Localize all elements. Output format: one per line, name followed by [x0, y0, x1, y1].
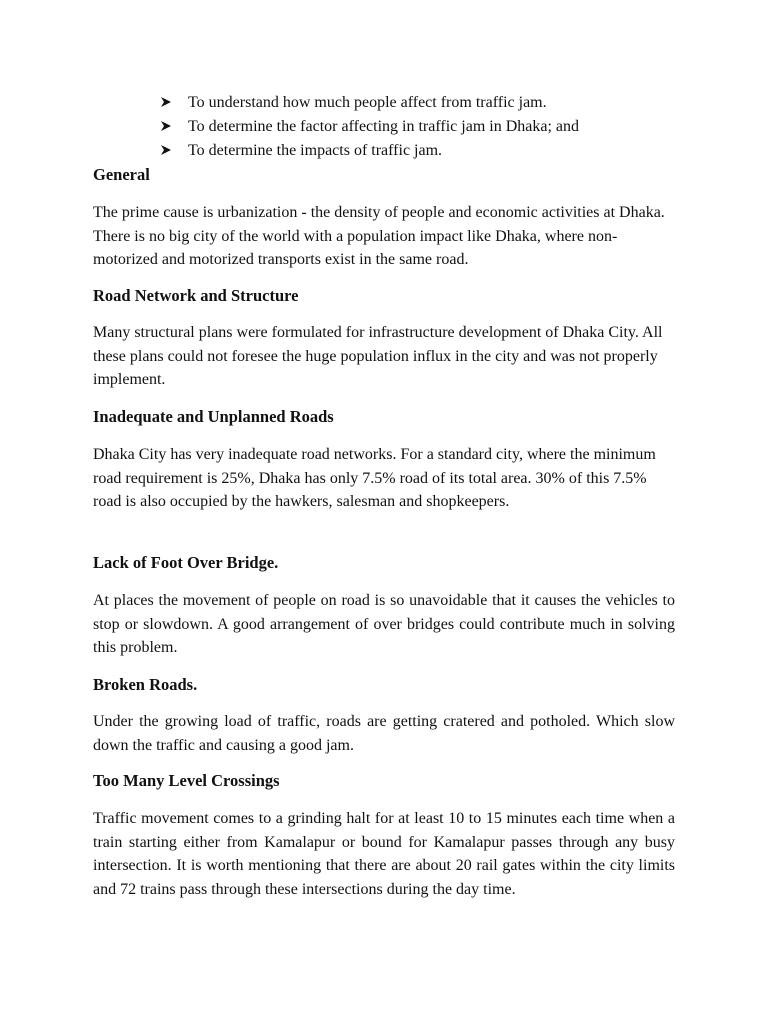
- list-item-text: To understand how much people affect from traffic jam.: [188, 94, 547, 111]
- section-body-inadequate-roads: Dhaka City has very inadequate road networks. For a standard city, where the minimum road requirement is 25%, Dhaka has only 7.5% road of its total area. 30% of this 7.5% road is also occupied by the hawkers, salesman and shopkeepers.: [93, 446, 656, 510]
- section-heading-general: General: [93, 165, 150, 184]
- section-body-road-network: Many structural plans were formulated for infrastructure development of Dhaka City. All these plans could not foresee the huge population influx in the city and was not properly implement.: [93, 324, 663, 388]
- arrow-bullet-icon: [160, 118, 188, 138]
- arrow-bullet-icon: [160, 142, 188, 162]
- section-heading-broken-roads: Broken Roads.: [93, 675, 198, 694]
- objectives-list: [160, 93, 579, 165]
- section-body-level-crossings: Traffic movement comes to a grinding halt for at least 10 to 15 minutes each time when a train starting either from Kamalapur or bound for Kamalapur passes through any busy intersection. It is worth mentioning that there are about 20 rail gates within the city limits and 72 trains pass through these intersections during the day time.: [93, 810, 675, 898]
- section-heading-inadequate-roads: Inadequate and Unplanned Roads: [93, 407, 334, 426]
- arrow-bullet-icon: [160, 94, 188, 114]
- list-item: [160, 141, 579, 165]
- section-heading-road-network: Road Network and Structure: [93, 286, 299, 305]
- section-body-general: The prime cause is urbanization - the density of people and economic activities at Dhaka. There is no big city of the world with a population impact like Dhaka, where non-motorized and motorized transports exist in the same road.: [93, 204, 665, 268]
- list-item: [160, 117, 579, 141]
- section-heading-level-crossings: Too Many Level Crossings: [93, 771, 280, 790]
- list-item-text: To determine the impacts of traffic jam.: [188, 142, 443, 159]
- section-body-broken-roads: Under the growing load of traffic, roads are getting cratered and potholed. Which slow down the traffic and causing a good jam.: [93, 713, 675, 754]
- section-body-foot-over-bridge: At places the movement of people on road is so unavoidable that it causes the vehicles to stop or slowdown. A good arrangement of over bridges could contribute much in solving this problem.: [93, 592, 675, 656]
- list-item: [160, 93, 579, 117]
- list-item-text: To determine the factor affecting in traffic jam in Dhaka; and: [188, 118, 580, 135]
- section-heading-foot-over-bridge: Lack of Foot Over Bridge.: [93, 553, 279, 572]
